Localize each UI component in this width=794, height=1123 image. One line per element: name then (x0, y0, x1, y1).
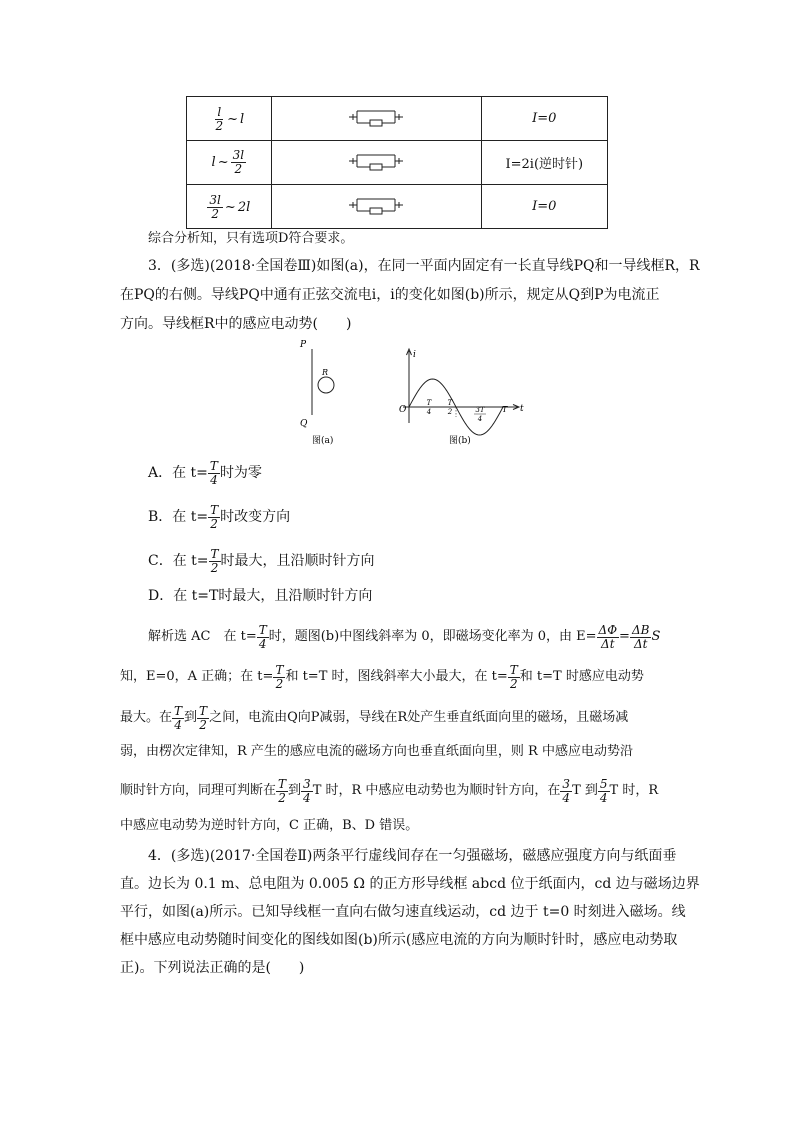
circuit-icon (341, 106, 411, 128)
tick-3t-4 (474, 406, 486, 423)
q4-line-5: 正)。下列说法正确的是( ) (120, 960, 305, 976)
current-result: I=0 (481, 185, 607, 229)
solution-line-6: 中感应电动势为逆时针方向，C 正确，B、D 错误。 (120, 818, 419, 833)
svg-text:T: T (447, 399, 453, 407)
label-o: O (399, 405, 407, 415)
solution-line-5: 顺时针方向，同理可判断在 $\frac{T}{2}$ 到 $\frac{3}{4}$ T 时，R 中感应电动势也为顺时针方向，在 $\frac{3}{4}$ T 到 $\frac{5}{4}$ T 时，R (120, 777, 659, 805)
svg-text:T: T (426, 399, 432, 407)
current-table (186, 96, 608, 229)
option-d[interactable]: D．在 t=T时最大，且沿顺时针方向 (148, 588, 373, 604)
option-b[interactable]: B．在 t= $\frac{T}{2}$ 时改变方向 (148, 503, 291, 531)
solution-line-3: 最大。在 $\frac{T}{4}$ 到 $\frac{T}{2}$ 之间，电流由Q向P减弱，导线在R处产生垂直纸面向里的磁场，且磁场减 (120, 704, 629, 732)
solution-line-2: 知，E=0，A 正确；在 t= $\frac{T}{2}$ 和 t=T 时，图线斜率大小最大，在 t= $\frac{T}{2}$ 和 t=T 时感应电动势 (120, 663, 644, 691)
option-c[interactable]: C．在 t= $\frac{T}{2}$ 时最大，且沿顺时针方向 (148, 547, 375, 575)
summary-text: 综合分析知，只有选项D符合要求。 (148, 231, 354, 246)
q4-line-2: 直。边长为 0.1 m、总电阻为 0.005 Ω 的正方形导线框 abcd 位于纸面内，cd 边与磁场边界 (120, 876, 700, 892)
circuit-icon (341, 194, 411, 216)
label-t: t (520, 404, 524, 414)
svg-text:2: 2 (447, 408, 453, 416)
current-result: I=2i(逆时针) (481, 141, 607, 185)
figure-b (393, 345, 533, 450)
option-a[interactable]: A．在 t= $\frac{T}{4}$ 时为零 (148, 459, 262, 487)
label-r: R (322, 368, 329, 377)
label-p: P (300, 340, 307, 350)
table-row (187, 141, 608, 185)
label-q: Q (300, 419, 308, 429)
table-row (187, 97, 608, 141)
q3-line-2: 在PQ的右侧。导线PQ中通有正弦交流电i，i的变化如图(b)所示，规定从Q到P为电流正 (120, 287, 660, 303)
svg-text:4: 4 (426, 408, 432, 416)
circuit-diagram-cell (271, 97, 481, 141)
q3-line-1: 3．(多选)(2018·全国卷Ⅲ)如图(a)，在同一平面内固定有一长直导线PQ和一导线框R，R (148, 258, 700, 274)
svg-text:4: 4 (477, 415, 483, 423)
label-i: i (413, 350, 416, 360)
table-row (187, 185, 608, 229)
loop-r (318, 377, 334, 393)
label-T: T (502, 405, 508, 414)
q4-line-1: 4．(多选)(2017·全国卷Ⅱ)两条平行虚线间存在一匀强磁场，磁感应强度方向与纸面垂 (148, 848, 677, 864)
q4-line-3: 平行，如图(a)所示。已知导线框一直向右做匀速直线运动，cd 边于 t=0 时刻进入磁场。线 (120, 904, 686, 920)
q3-line-3: 方向。导线框R中的感应电动势( ) (120, 316, 352, 332)
solution-line-1: 解析选 AC 在 t= $\frac{T}{4}$ 时，题图(b)中图线斜率为 0，即磁场变化率为 0，由 E= $\frac{\Delta\Phi}{\Delta t}$ = $\frac{\Delta B}{\Delta t}$ S (148, 623, 661, 651)
current-result: I=0 (481, 97, 607, 141)
caption-a: 图(a) (312, 436, 334, 446)
circuit-diagram-cell (271, 141, 481, 185)
solution-line-4: 弱，由楞次定律知，R 产生的感应电流的磁场方向也垂直纸面向里，则 R 中感应电动势沿 (120, 744, 633, 759)
q4-line-4: 框中感应电动势随时间变化的图线如图(b)所示(感应电流的方向为顺时针时，感应电动势取 (120, 932, 678, 948)
circuit-diagram-cell (271, 185, 481, 229)
figure-a (290, 335, 360, 450)
range-cell: $\frac{3l}{2}$ ~ 2l (187, 185, 272, 229)
caption-b: 图(b) (449, 436, 471, 446)
range-cell: $\frac{l}{2}$ ~ l (187, 97, 272, 141)
svg-text:3T: 3T (475, 406, 485, 414)
range-cell: l ~ $\frac{3l}{2}$ (187, 141, 272, 185)
circuit-icon (341, 150, 411, 172)
